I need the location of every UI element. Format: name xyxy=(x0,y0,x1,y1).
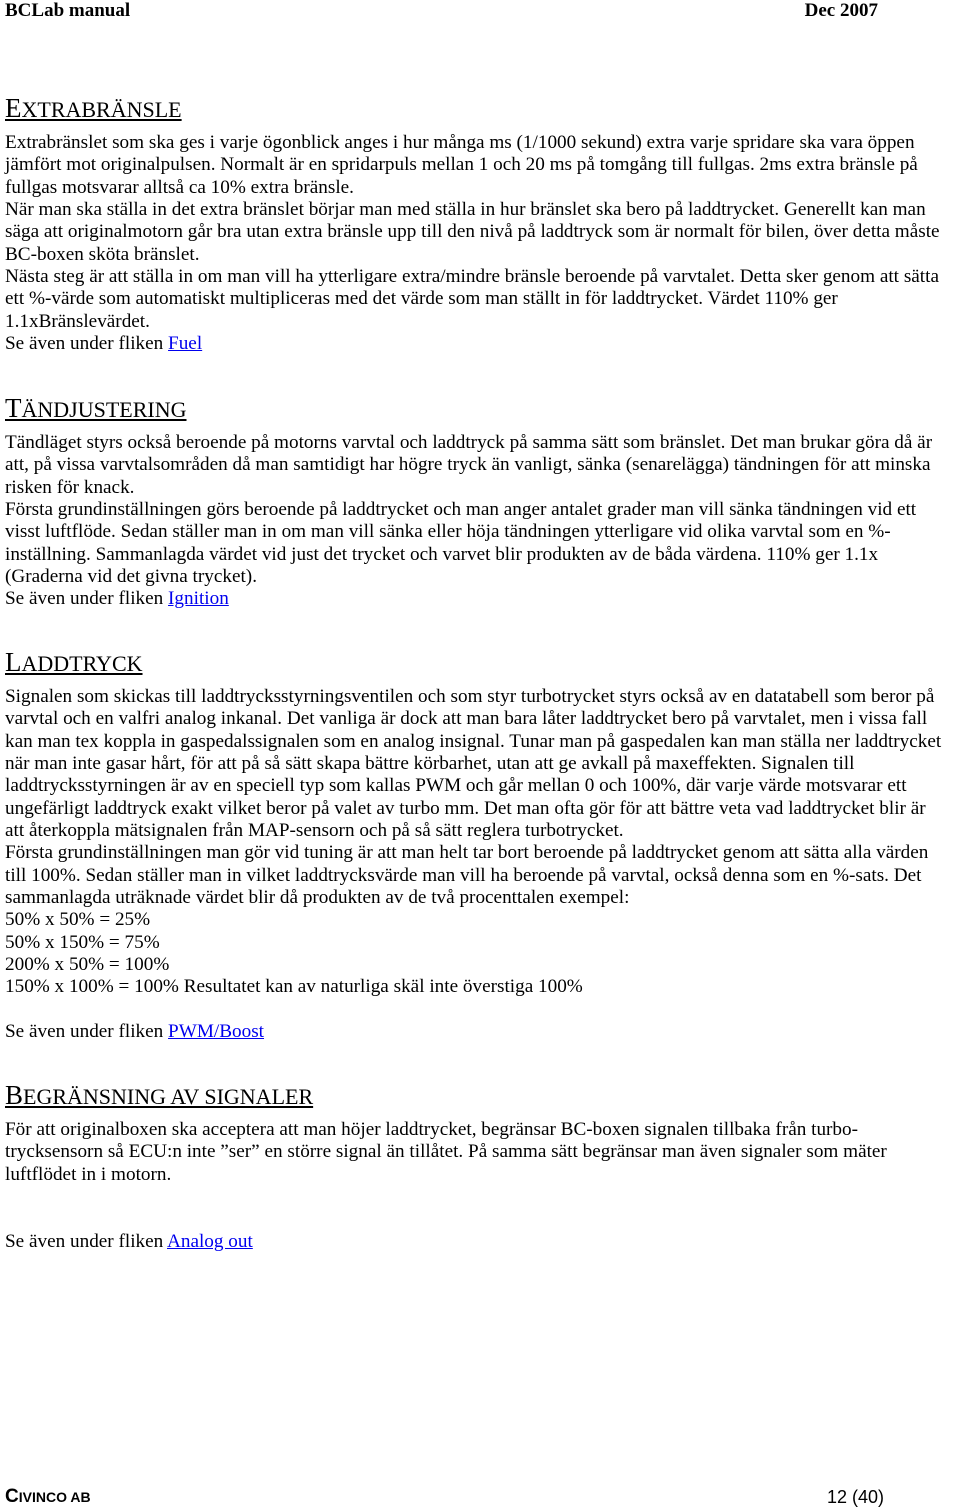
body-line: ett %-värde som automatiskt multipliceras med det värde som man ställt in för laddtrycket. Värdet 110% ger xyxy=(5,288,838,310)
body-line: när man inte gasar hårt, för att på så sätt skapa bättre körbarhet, utan att ge avkall på maxeffekten. Signalen till xyxy=(5,753,855,775)
body-line: varvtal och en valfri analog inkanal. Det vanliga är dock att man bara låter laddtrycket bero på varvtalet, men i vissa fall xyxy=(5,708,928,730)
example-line: 50% x 150% = 75% xyxy=(5,931,160,953)
section-begransning-av-signaler xyxy=(5,1080,887,1253)
pwm-boost-link[interactable]: PWM/Boost xyxy=(168,1021,265,1043)
section-heading: TÄNDJUSTERING xyxy=(5,393,187,423)
ignition-link[interactable]: Ignition xyxy=(168,588,229,610)
document-title: BCLab manual xyxy=(5,0,131,21)
see-also-label: Se även under fliken xyxy=(5,588,164,610)
example-line: 150% x 100% = 100% Resultatet kan av naturliga skäl inte överstiga 100% xyxy=(5,976,583,998)
body-line: ungefärligt laddtryck exakt vilket beror på valet av turbo mm. Det man ofta gör för att bättre veta vad laddtrycket blir är xyxy=(5,797,926,819)
body-line: trycksensorn så ECU:n inte ”ser” en större signal än tillåtet. På samma sätt begränsar man även signaler som mäter xyxy=(5,1141,887,1163)
body-line: Tändläget styrs också beroende på motorns varvtal och laddtryck på samma sätt som bränslet. Det man brukar göra då är xyxy=(5,432,933,453)
body-line: För att originalboxen ska acceptera att man höjer laddtrycket, begränsar BC-boxen signalen tillbaka från turbo- xyxy=(5,1119,859,1140)
section-heading: BEGRÄNSNING AV SIGNALER xyxy=(5,1080,314,1110)
page-number: 12 (40) xyxy=(826,1487,884,1507)
section-tandjustering xyxy=(5,393,932,611)
section-heading: LADDTRYCK xyxy=(5,647,143,677)
body-line: När man ska ställa in det extra bränslet börjar man med ställa in hur bränslet ska bero på laddtrycket. Generellt kan man xyxy=(5,199,926,221)
body-line: Extrabränslet som ska ges i varje ögonblick anges i hur många ms (1/1000 sekund) extra varje spridare ska vara öppen xyxy=(5,132,915,153)
section-laddtryck xyxy=(5,647,941,1044)
see-also-line xyxy=(5,333,940,355)
body-line: till 100%. Sedan ställer man in vilket laddtrycksvärde man vill ha beroende på varvtal, också denna som en %-sats. Det xyxy=(5,864,922,886)
see-also-label: Se även under fliken xyxy=(5,1021,164,1043)
body-line: laddtrycksstyrningen är av en speciell typ som kallas PWM och går mellan 0 och 100%, där varje värde motsvarar ett xyxy=(5,775,907,797)
body-line: kan man tex koppla in gaspedalssignalen som en analog insignal. Tunar man på gaspedalen kan man ställa ner laddtrycket xyxy=(5,730,942,752)
example-line: 50% x 50% = 25% xyxy=(5,909,151,931)
example-line: 200% x 50% = 100% xyxy=(5,954,170,976)
section-heading: EXTRABRÄNSLE xyxy=(5,93,182,123)
blank-line xyxy=(5,999,941,1021)
body-line: jämfört mot originalpulsen. Normalt är en spridarpuls mellan 1 och 20 ms på tomgång till fullgas. 2ms extra bränsle på xyxy=(5,154,918,176)
body-line: sammanlagda uträknade värdet blir då produkten av de två procenttalen exempel: xyxy=(5,887,630,909)
body-line: BC-boxen sköta bränslet. xyxy=(5,243,200,265)
section-extrabransle xyxy=(5,93,940,355)
body-line: risken för knack. xyxy=(5,476,135,498)
body-line: Signalen som skickas till laddtrycksstyrningsventilen och som styr turbotrycket styrs också av en datatabell som beror på xyxy=(5,686,935,707)
body-line: säga att originalmotorn går bra utan extra bränsle upp till den nivå på laddtryck som är normalt för bilen, över detta måste xyxy=(5,221,940,243)
blank-line xyxy=(5,1186,887,1208)
body-line: Första grundinställningen görs beroende på laddtrycket och man anger antalet grader man vill sänka tändningen vid ett xyxy=(5,499,917,521)
see-also-label: Se även under fliken xyxy=(5,333,164,355)
document-date: Dec 2007 xyxy=(804,0,878,21)
body-line: fullgas motsvarar alltså ca 10% extra bränsle. xyxy=(5,176,354,198)
see-also-line xyxy=(5,1021,941,1043)
body-line: inställning. Sammanlagda värdet vid just det trycket och varvet blir produkten av de båda värdena. 110% ger 1.1x xyxy=(5,543,879,565)
body-line: Första grundinställningen man gör vid tuning är att man helt tar bort beroende på laddtrycket genom att sätta alla värden xyxy=(5,842,929,864)
body-line: visst luftflöde. Sedan ställer man in om man vill sänka eller höja tändningen ytterligare vid olika varvtal som en %- xyxy=(5,521,891,543)
footer-company: CIVINCO AB xyxy=(5,1486,91,1507)
analog-out-link[interactable]: Analog out xyxy=(167,1230,253,1252)
body-line: luftflödet in i motorn. xyxy=(5,1163,172,1185)
body-line: att återkoppla mätsignalen från MAP-sensorn och på så sätt reglera turbotrycket. xyxy=(5,820,624,842)
fuel-link[interactable]: Fuel xyxy=(168,333,203,355)
blank-line xyxy=(5,1208,887,1230)
see-also-label: Se även under fliken xyxy=(5,1230,164,1252)
body-line: (Graderna vid det givna trycket). xyxy=(5,566,257,588)
see-also-line xyxy=(5,1231,887,1253)
see-also-line xyxy=(5,588,932,610)
body-line: 1.1xBränslevärdet. xyxy=(5,310,150,332)
body-line: Nästa steg är att ställa in om man vill ha ytterligare extra/mindre bränsle beroende på varvtalet. Detta sker genom att sätta xyxy=(5,266,939,288)
body-line: att, på vissa varvtalsområden då man samtidigt har högre tryck än vanligt, sänka (senarelägga) tändningen för att minska xyxy=(5,454,931,476)
